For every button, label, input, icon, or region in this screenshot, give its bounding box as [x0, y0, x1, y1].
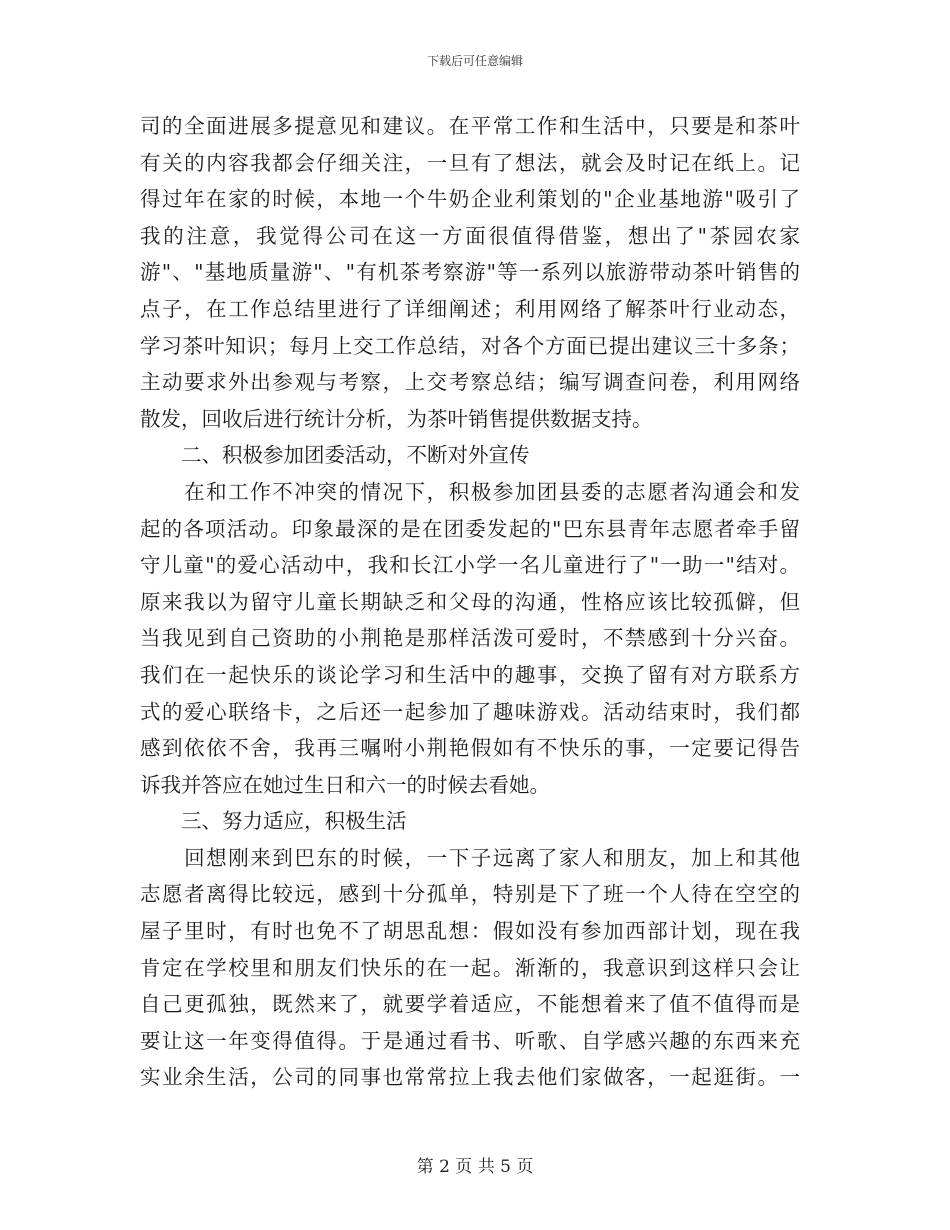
- text-line: 回想刚来到巴东的时候，一下子远离了家人和朋友，加上和其他: [140, 845, 800, 870]
- text-line: 学习茶叶知识；每月上交工作总结，对各个方面已提出建议三十多条；: [140, 333, 800, 358]
- text-line: 司的全面进展多提意见和建议。在平常工作和生活中，只要是和茶叶: [140, 114, 800, 138]
- text-line: 当我见到自己资助的小荆艳是那样活泼可爱时，不禁感到十分兴奋。: [140, 626, 800, 651]
- text-line: 有关的内容我都会仔细关注，一旦有了想法，就会及时记在纸上。记: [140, 150, 800, 175]
- text-line: 守儿童"的爱心活动中，我和长江小学一名儿童进行了"一助一"结对。: [140, 553, 800, 578]
- text-line: 在和工作不冲突的情况下，积极参加团县委的志愿者沟通会和发: [140, 479, 800, 504]
- page-footer: 第 2 页 共 5 页: [416, 1157, 534, 1177]
- text-line: 原来我以为留守儿童长期缺乏和父母的沟通，性格应该比较孤僻，但: [140, 589, 800, 614]
- text-line: 感到依依不舍，我再三嘱咐小荆艳假如有不快乐的事，一定要记得告: [140, 736, 800, 761]
- text-line: 自己更孤独，既然来了，就要学着适应，不能想着来了值不值得而是: [140, 992, 800, 1017]
- text-line: 我的注意，我觉得公司在这一方面很值得借鉴，想出了"茶园农家: [140, 223, 800, 248]
- document-body: [140, 108, 800, 1096]
- text-line: 肯定在学校里和朋友们快乐的在一起。渐渐的，我意识到这样只会让: [140, 955, 800, 980]
- text-line: 诉我并答应在她过生日和六一的时候去看她。: [140, 772, 550, 797]
- text-line: 散发，回收后进行统计分析，为茶叶销售提供数据支持。: [140, 406, 653, 431]
- text-line: 式的爱心联络卡，之后还一起参加了趣味游戏。活动结束时，我们都: [140, 699, 800, 724]
- text-line: 游"、"基地质量游"、"有机茶考察游"等一系列以旅游带动茶叶销售的: [140, 260, 800, 285]
- text-line: 主动要求外出参观与考察，上交考察总结；编写调查问卷，利用网络: [140, 370, 800, 395]
- text-line: 志愿者离得比较远，感到十分孤单，特别是下了班一个人待在空空的: [140, 882, 800, 907]
- section-heading: 二、积极参加团委活动，不断对外宣传: [140, 443, 530, 468]
- text-line: 屋子里时，有时也免不了胡思乱想：假如没有参加西部计划，现在我: [140, 919, 800, 944]
- text-line: 点子，在工作总结里进行了详细阐述；利用网络了解茶叶行业动态，: [140, 296, 800, 321]
- text-line: 起的各项活动。印象最深的是在团委发起的"巴东县青年志愿者牵手留: [140, 516, 800, 541]
- text-line: 要让这一年变得值得。于是通过看书、听歌、自学感兴趣的东西来充: [140, 1028, 800, 1053]
- text-line: 实业余生活，公司的同事也常常拉上我去他们家做客，一起逛街。一: [140, 1065, 800, 1090]
- text-line: 得过年在家的时候，本地一个牛奶企业利策划的"企业基地游"吸引了: [140, 187, 800, 212]
- page-header: 下载后可任意编辑: [426, 54, 523, 68]
- section-heading: 三、努力适应，积极生活: [140, 809, 407, 834]
- text-line: 我们在一起快乐的谈论学习和生活中的趣事，交换了留有对方联系方: [140, 662, 800, 687]
